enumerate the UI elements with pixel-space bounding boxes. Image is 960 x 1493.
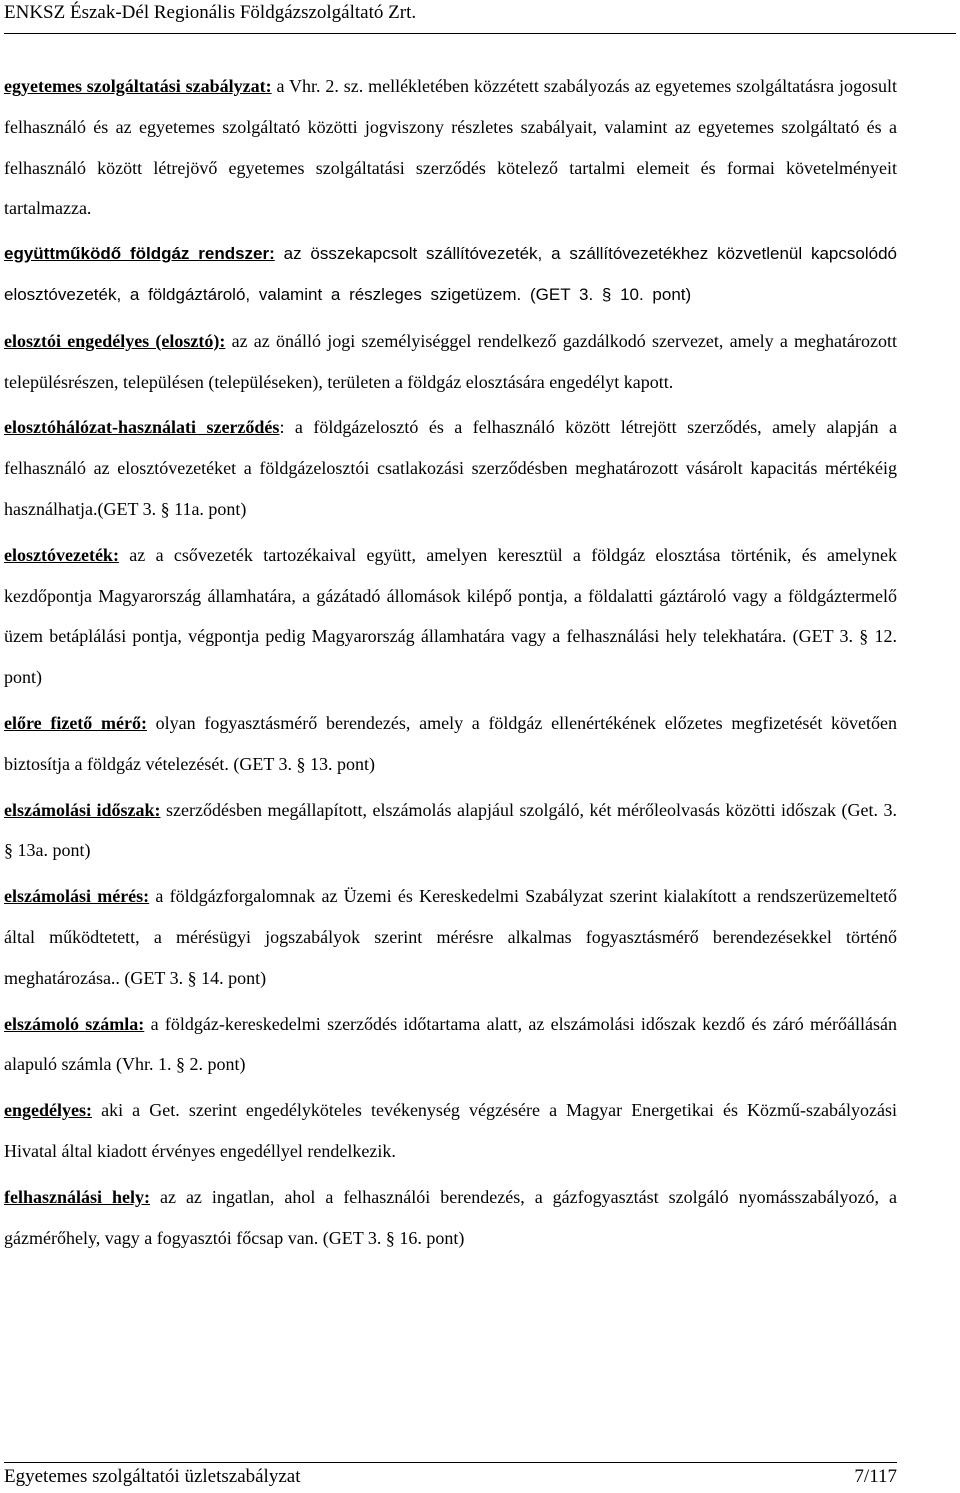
footer-document-title: Egyetemes szolgáltatói üzletszabályzat — [4, 1466, 301, 1487]
definition-elszamolasi-idoszak — [4, 790, 897, 872]
definition-text: aki a Get. szerint engedélyköteles tevékenység végzésére a Magyar Energetikai és Közmű-szabályozási Hivatal által kiadott érvényes engedéllyel rendelkezik. — [4, 1100, 897, 1161]
definition-elore-fizeto-mero — [4, 703, 897, 785]
definition-felhasznalasi-hely — [4, 1177, 897, 1259]
definition-text: a földgáz-kereskedelmi szerződés időtartama alatt, az elszámolási időszak kezdő és záró mérőállásán alapuló számla (Vhr. 1. § 2. pont) — [4, 1013, 897, 1075]
definition-text: az a csővezeték tartozékaival együtt, amelyen keresztül a földgáz elosztása történik, és amelynek kezdőpontja Magyarország államhatára, a gázátadó állomások kilépő pontja, a földalatti gáztároló vagy a földgáztermelő üzem betáplálási pontja, végpontja pedig Magyarország államhatára vagy a felhasználási hely telekhatára. (GET 3. § 12. pont) — [4, 544, 897, 688]
definition-egyuttmukodo-foldgaz-rendszer — [4, 234, 897, 316]
definition-elosztoi-engedelyes — [4, 321, 897, 403]
header-divider — [4, 33, 956, 34]
definition-term: felhasználási hely: — [4, 1186, 150, 1207]
definition-elosztovezetek — [4, 535, 897, 698]
definition-term: előre fizető mérő: — [4, 712, 147, 733]
definition-text: az az önálló jogi személyiséggel rendelkező gazdálkodó szervezet, amely a meghatározott településrészen, településen (településeken), területen a földgáz elosztására engedélyt kapott. — [4, 330, 897, 392]
definition-elszamolasi-meres — [4, 876, 897, 998]
definition-text: szerződésben megállapított, elszámolás alapjául szolgáló, két mérőleolvasás közötti időszak (Get. 3. § 13a. pont) — [4, 799, 897, 861]
definition-egyetemes-szolgaltatasi-szabalyzat — [4, 66, 897, 229]
definition-term: elosztóhálózat-használati szerződés — [4, 417, 280, 438]
document-body — [4, 66, 897, 1258]
definition-text: olyan fogyasztásmérő berendezés, amely a földgáz ellenértékének előzetes megfizetését követően biztosítja a földgáz vételezését. (GET 3. § 13. pont) — [4, 712, 897, 774]
definition-text: az összekapcsolt szállítóvezeték, a szállítóvezetékhez közvetlenül kapcsolódó elosztóvezeték, a földgáztároló, valamint a részleges szigetüzem. (GET 3. § 10. pont) — [4, 244, 897, 304]
footer-divider — [4, 1462, 897, 1463]
definition-term: engedélyes: — [4, 1100, 92, 1121]
footer-page-number: 7/117 — [854, 1466, 897, 1487]
definition-term: elszámoló számla: — [4, 1013, 145, 1034]
definition-text: : a földgázelosztó és a felhasználó között létrejött szerződés, amely alapján a felhasználó az elosztóvezetéket a földgázelosztói csatlakozási szerződésben meghatározott vásárolt kapacitás mértékéig használhatja.(GET 3. § 11a. pont) — [4, 417, 897, 519]
definition-term: elszámolási időszak: — [4, 799, 161, 820]
definition-engedelyes — [4, 1090, 897, 1172]
definition-elszamolo-szamla — [4, 1004, 897, 1086]
definition-text: a földgázforgalomnak az Üzemi és Kereskedelmi Szabályzat szerint kialakított a rendszerüzemeltető által működtetett, a mérésügyi jogszabályok szerint mérésre alkalmas fogyasztásmérő berendezésekkel történő meghatározása.. (GET 3. § 14. pont) — [4, 886, 897, 988]
definition-elosztohalozat-hasznalati-szerzodes — [4, 407, 897, 529]
definition-term: elszámolási mérés: — [4, 886, 150, 907]
definition-term: egyetemes szolgáltatási szabályzat: — [4, 76, 272, 96]
definition-term: elosztóvezeték: — [4, 544, 119, 565]
page-header: ENKSZ Észak-Dél Regionális Földgázszolgáltató Zrt. — [4, 2, 417, 23]
definition-term: elosztói engedélyes (elosztó): — [4, 330, 226, 351]
definition-text: a Vhr. 2. sz. mellékletében közzétett szabályozás az egyetemes szolgáltatásra jogosult felhasználó és az egyetemes szolgáltató közötti jogviszony részletes szabályait, valamint az egyetemes szolgáltató és a felhasználó között létrejövő egyetemes szolgáltatási szerződés kötelező tartalmi elemeit és formai követelményeit tartalmazza. — [4, 76, 897, 219]
definition-text: az az ingatlan, ahol a felhasználói berendezés, a gázfogyasztást szolgáló nyomásszabályozó, a gázmérőhely, vagy a fogyasztói főcsap van. (GET 3. § 16. pont) — [4, 1186, 897, 1248]
definition-term: együttműködő földgáz rendszer: — [4, 244, 275, 264]
